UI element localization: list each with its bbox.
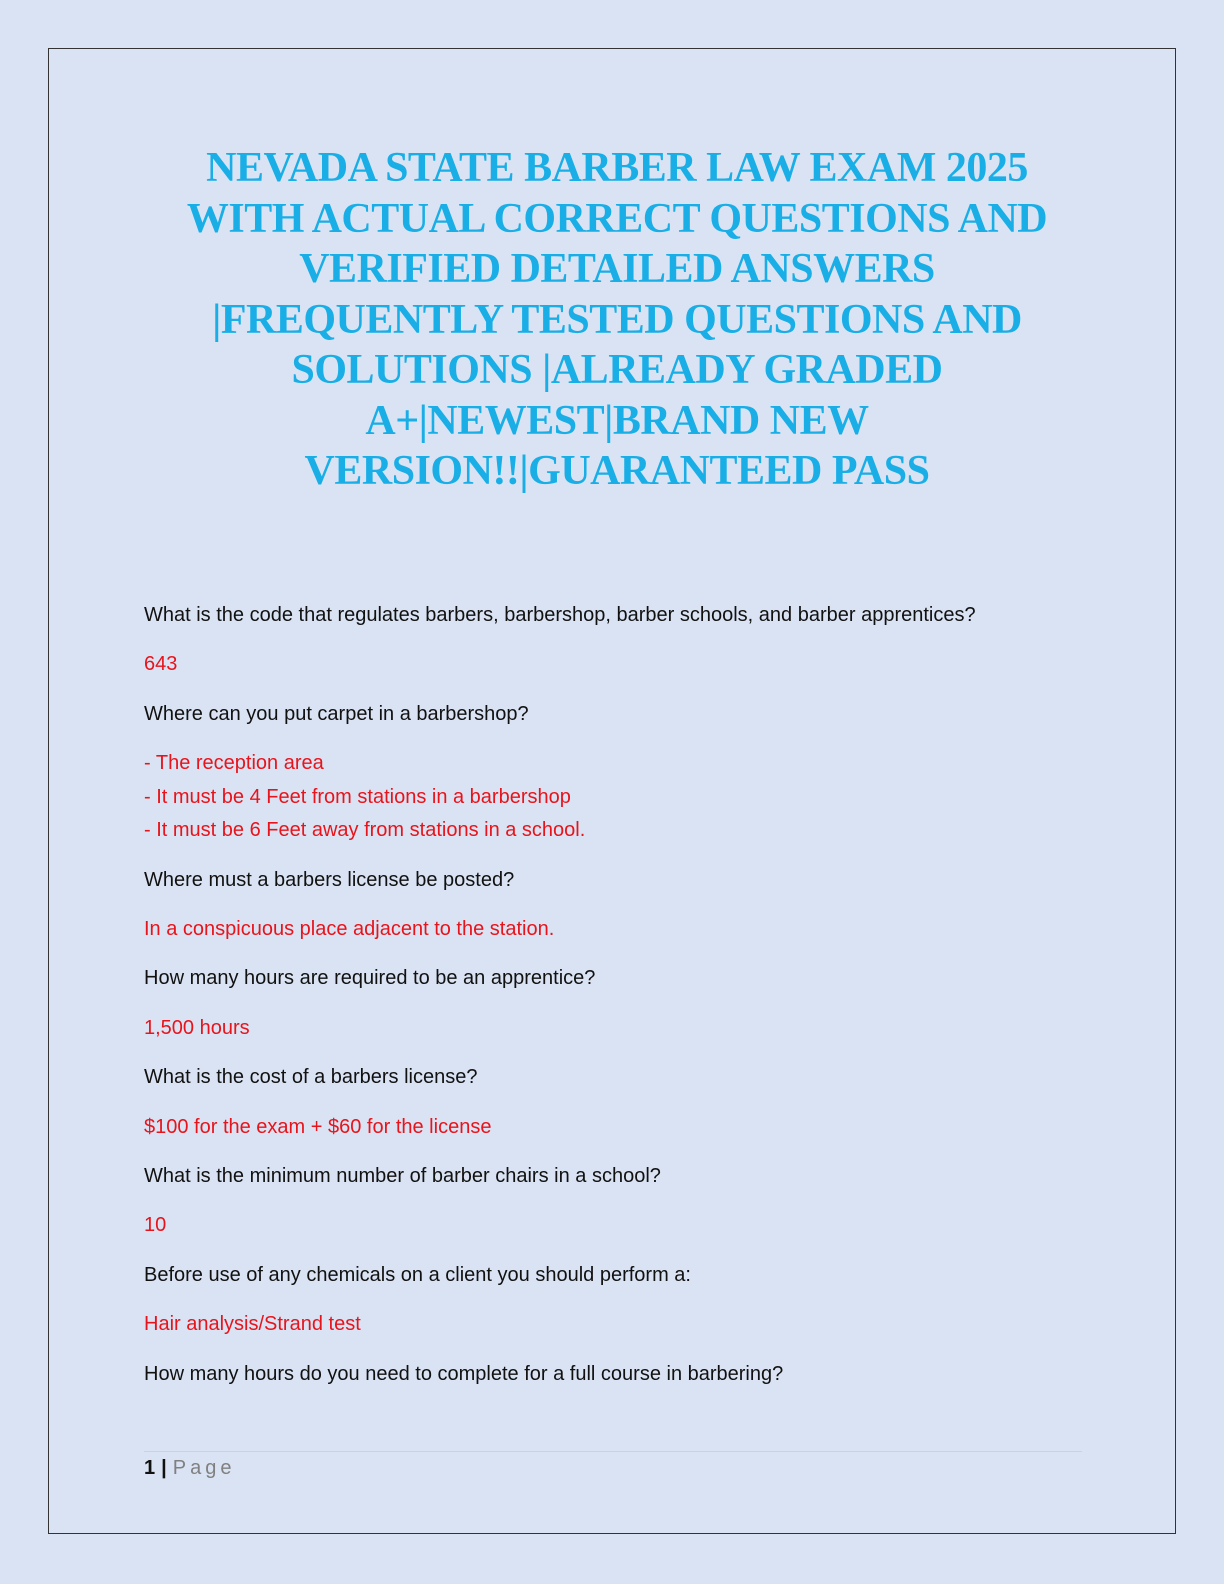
answer: - The reception area: [144, 752, 324, 774]
title-line: WITH ACTUAL CORRECT QUESTIONS AND: [186, 195, 1048, 242]
title-line: A+|NEWEST|BRAND NEW: [365, 397, 869, 444]
footer-separator: |: [161, 1457, 167, 1479]
title-line: NEVADA STATE BARBER LAW EXAM 2025: [206, 145, 1028, 191]
answer: - It must be 6 Feet away from stations in a school.: [144, 819, 586, 841]
question: Before use of any chemicals on a client you should perform a:: [144, 1264, 691, 1286]
title-line: VERIFIED DETAILED ANSWERS: [299, 246, 935, 292]
question: What is the minimum number of barber chairs in a school?: [144, 1165, 661, 1187]
answer: In a conspicuous place adjacent to the station.: [144, 918, 555, 940]
answer: $100 for the exam + $60 for the license: [144, 1116, 492, 1138]
question: What is the cost of a barbers license?: [144, 1066, 478, 1088]
footer-divider: [144, 1451, 1082, 1452]
question: Where can you put carpet in a barbershop?: [144, 703, 529, 725]
title-line: VERSION!!|GUARANTEED PASS: [304, 448, 930, 494]
question: How many hours do you need to complete for a full course in barbering?: [144, 1363, 784, 1385]
title-line: SOLUTIONS |ALREADY GRADED: [291, 347, 943, 393]
page-number: 1: [144, 1457, 156, 1479]
page-label: Page: [172, 1457, 236, 1479]
answer: Hair analysis/Strand test: [144, 1313, 361, 1335]
answer: 1,500 hours: [144, 1017, 250, 1039]
answer: 643: [144, 653, 178, 675]
title-line: |FREQUENTLY TESTED QUESTIONS AND: [212, 296, 1022, 343]
page-footer: [144, 1456, 235, 1480]
document-title: [150, 143, 1084, 497]
question: How many hours are required to be an apprentice?: [144, 967, 596, 989]
answer: 10: [144, 1214, 167, 1236]
answer: - It must be 4 Feet from stations in a barbershop: [144, 786, 571, 808]
question: What is the code that regulates barbers, barbershop, barber schools, and barber apprentices?: [144, 604, 976, 626]
question: Where must a barbers license be posted?: [144, 869, 515, 891]
